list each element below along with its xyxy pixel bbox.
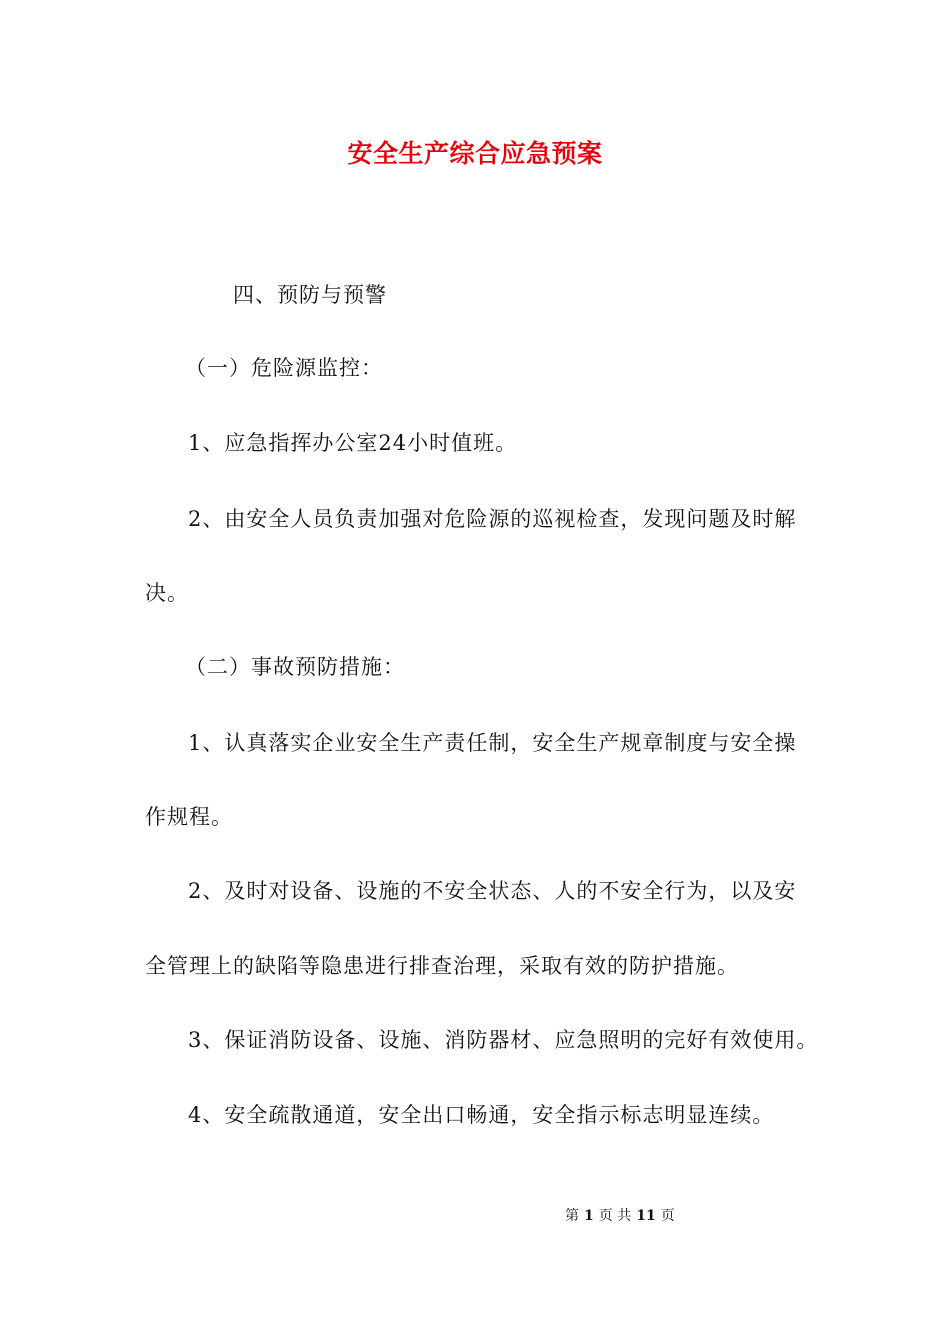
paragraph-line: 3、保证消防设备、设施、消防器材、应急照明的完好有效使用。 xyxy=(188,1028,819,1052)
paragraph-line: 决。 xyxy=(145,581,189,605)
paragraph-line: 作规程。 xyxy=(145,805,233,829)
paragraph-line: 全管理上的缺陷等隐患进行排查治理，采取有效的防护措施。 xyxy=(145,954,739,978)
subsection-heading: （一）危险源监控： xyxy=(185,356,383,380)
footer-middle: 页 共 xyxy=(598,1208,632,1224)
paragraph-line: 1、应急指挥办公室24小时值班。 xyxy=(188,431,518,455)
paragraph-line: 1、认真落实企业安全生产责任制，安全生产规章制度与安全操 xyxy=(188,731,797,755)
section-heading: 四、预防与预警 xyxy=(233,283,387,307)
subsection-heading: （二）事故预防措施： xyxy=(185,655,405,679)
paragraph-line: 2、及时对设备、设施的不安全状态、人的不安全行为，以及安 xyxy=(188,879,797,903)
page-footer xyxy=(565,1206,680,1226)
footer-current-page: 1 xyxy=(584,1208,594,1224)
paragraph-line: 4、安全疏散通道，安全出口畅通，安全指示标志明显连续。 xyxy=(188,1103,775,1127)
paragraph-line: 2、由安全人员负责加强对危险源的巡视检查，发现问题及时解 xyxy=(188,507,797,531)
footer-suffix: 页 xyxy=(660,1208,675,1224)
footer-prefix: 第 xyxy=(565,1208,579,1224)
document-title: 安全生产综合应急预案 xyxy=(347,139,603,168)
footer-total-pages: 11 xyxy=(636,1208,656,1224)
